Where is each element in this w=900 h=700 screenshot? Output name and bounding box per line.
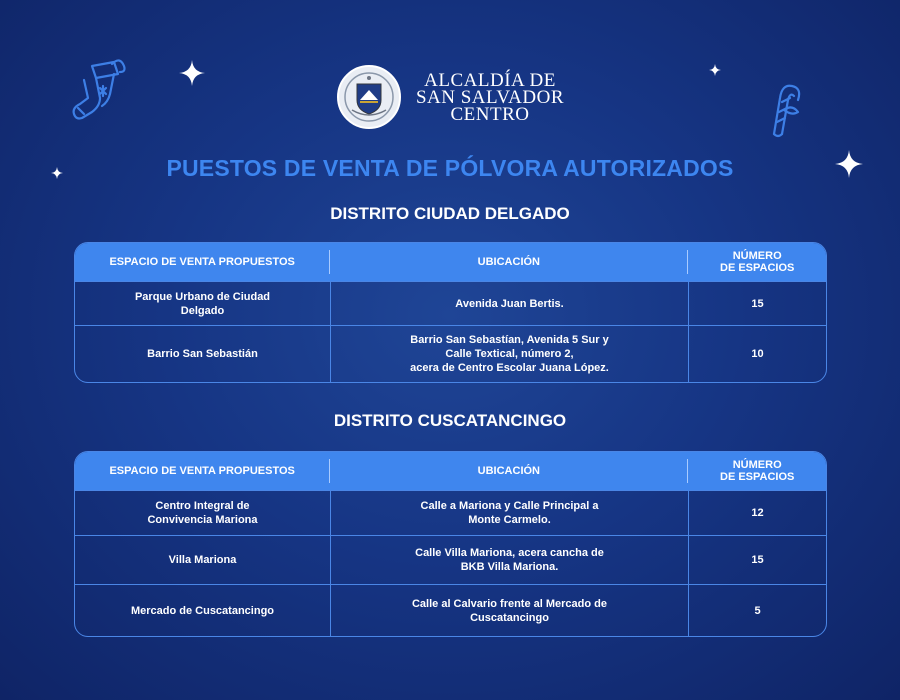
table-row [75,535,826,584]
column-header-location: UBICACIÓN [329,250,687,274]
sales-points-table [74,242,827,383]
table-row [75,490,826,535]
table-row [75,584,826,636]
org-name-line1: ALCALDÍA DE [424,69,556,91]
table-row [75,325,826,382]
column-header-location: UBICACIÓN [329,459,687,483]
cell-location: Calle al Calvario frente al Mercado de Cuscatancingo [330,585,688,636]
sales-points-table [74,451,827,637]
cell-count: 15 [688,282,826,325]
city-seal-icon [336,64,402,130]
table-header [75,243,826,281]
column-header-count: NÚMERO DE ESPACIOS [687,250,826,274]
org-name-line2: SAN SALVADOR [415,86,565,108]
cell-count: 10 [688,326,826,382]
cell-location: Calle Villa Mariona, acera cancha de BKB Villa Mariona. [330,536,688,584]
header [0,64,900,130]
table-header [75,452,826,490]
cell-space: Centro Integral de Convivencia Mariona [147,500,258,526]
cell-space: Villa Mariona [168,554,237,566]
district-title: DISTRITO CIUDAD DELGADO [330,204,570,223]
cell-count: 12 [688,491,826,535]
column-header-count: NÚMERO DE ESPACIOS [687,459,826,483]
cell-location: Barrio San Sebastían, Avenida 5 Sur y Calle Textical, número 2, acera de Centro Escolar Juana López. [330,326,688,382]
cell-location: Calle a Mariona y Calle Principal a Monte Carmelo. [330,491,688,535]
district-title: DISTRITO CUSCATANCINGO [333,411,567,430]
cell-space: Mercado de Cuscatancingo [130,604,275,617]
cell-space: Barrio San Sebastián [147,348,258,360]
cell-count: 5 [688,585,826,636]
cell-location: Avenida Juan Bertis. [330,282,688,325]
organization-name [415,69,565,125]
column-header-space: ESPACIO DE VENTA PROPUESTOS [109,465,295,477]
table-row [75,281,826,325]
page-title: PUESTOS DE VENTA DE PÓLVORA AUTORIZADOS [166,155,734,181]
cell-count: 15 [688,536,826,584]
column-header-space: ESPACIO DE VENTA PROPUESTOS [109,256,295,268]
org-name-line3: CENTRO [450,103,530,125]
cell-space: Parque Urbano de Ciudad Delgado [134,290,271,317]
